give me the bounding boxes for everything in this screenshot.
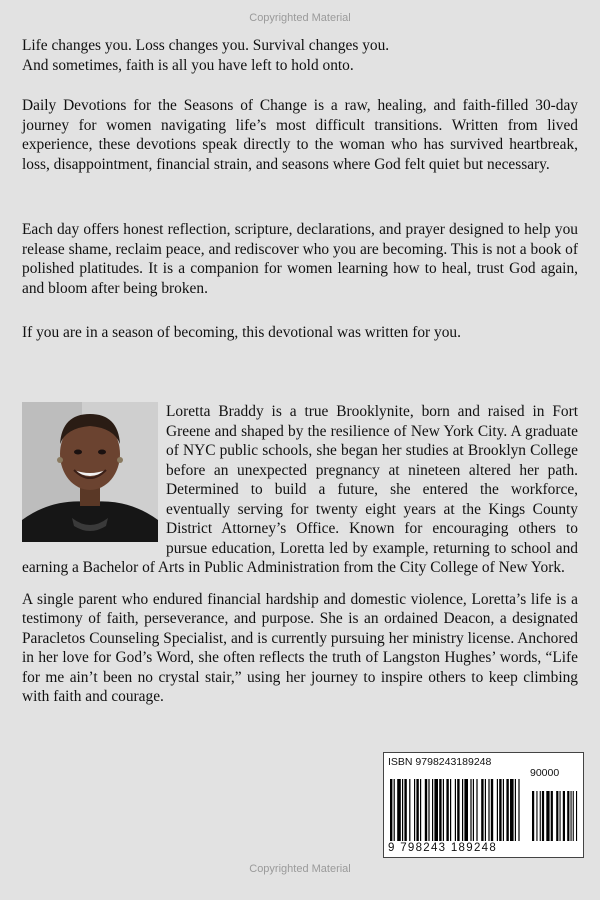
intro-paragraph (22, 36, 578, 75)
barcode-bar (416, 779, 418, 841)
addon-barcode-bar (532, 791, 534, 841)
barcode-bar (455, 779, 456, 841)
barcode-bar (488, 779, 489, 841)
addon-barcode-bar (546, 791, 549, 841)
barcode-bar (439, 779, 441, 841)
barcode-bar (464, 779, 468, 841)
barcode-bars (390, 779, 578, 841)
barcode-bar (485, 779, 486, 841)
barcode-bar (476, 779, 477, 841)
author-bio-paragraph-1 (22, 402, 578, 578)
intro-line-2: And sometimes, faith is all you have left to hold onto. (22, 56, 354, 74)
description-paragraph: Daily Devotions for the Seasons of Change is a raw, healing, and faith-filled 30-day journey for women navigating life’s most difficult transitions. Written from lived experience, these devotions speak directly to the woman who has survived heartbreak, loss, disappointment, financial strain, and seasons where God felt quiet but necessary. (22, 97, 578, 173)
closing-line: If you are in a season of becoming, this devotional was written for you. (22, 324, 461, 341)
isbn-barcode (383, 752, 584, 858)
intro-line-1: Life changes you. Loss changes you. Survival changes you. (22, 37, 390, 54)
addon-barcode-bar (576, 791, 577, 841)
barcode-bar (394, 779, 395, 841)
author-bio-text-1: Loretta Braddy is a true Brooklynite, born and raised in Fort Greene and shaped by the resilience of New York City. A graduate of NYC public schools, she began her studies at Brooklyn College before an unexpected pregnancy at nineteen altered her path. Determined to build a future, she entered the workforce, eventually serving for twenty eight years at the Kings County District Attorney’s Office. Known for encouraging others to pursue education, Loretta led by example, returning to school and earning a Bachelor of Arts in Public Administration from the City College of New York. (22, 403, 578, 576)
isbn-digits: 9 798243 189248 (388, 842, 498, 854)
barcode-bar (481, 779, 483, 841)
addon-barcode-bar (560, 791, 561, 841)
barcode-bar (390, 779, 392, 841)
barcode-bar (428, 779, 429, 841)
barcode-bar (450, 779, 451, 841)
barcode-bar (499, 779, 501, 841)
addon-barcode-bar (556, 791, 558, 841)
barcode-bar (432, 779, 433, 841)
addon-barcode-bar (573, 791, 574, 841)
barcode-bar (473, 779, 474, 841)
barcode-bar (491, 779, 493, 841)
barcode-bar (470, 779, 471, 841)
addon-barcode-bar (551, 791, 553, 841)
copyright-watermark-top: Copyrighted Material (249, 12, 351, 24)
barcode-bar (402, 779, 403, 841)
author-bio-paragraph-2: A single parent who endured financial hardship and domestic violence, Loretta’s life is a testimony of faith, perseverance, and purpose. She is an ordained Deacon, a designated Paracletos Counseling Specialist, and is currently pursuing her ministry license. Anchored in her love for God’s Word, she often reflects the truth of Langston Hughes’ words, “Life for me ain’t been no crystal stair,” using her journey to inspire others to keep climbing with faith and courage. (22, 590, 578, 705)
barcode-bar (434, 779, 438, 841)
barcode-bar (446, 779, 448, 841)
addon-barcode-bar (563, 791, 565, 841)
isbn-label: ISBN 9798243189248 (388, 756, 492, 768)
addon-barcode-bar (567, 791, 569, 841)
features-paragraph: Each day offers honest reflection, scripture, declarations, and prayer designed to help you release shame, reclaim peace, and rediscover who you are becoming. This is not a book of polished platitudes. It is a companion for women learning how to heal, trust God again, and bloom after being broken. (22, 221, 578, 297)
addon-barcode-bar (540, 791, 541, 841)
addon-barcode-bar (571, 791, 572, 841)
price-code: 90000 (530, 767, 560, 779)
barcode-bar (443, 779, 444, 841)
photo-spacer (22, 402, 160, 542)
barcode-bar (518, 779, 519, 841)
barcode-bar (510, 779, 514, 841)
barcode-bar (462, 779, 463, 841)
author-bio (22, 402, 578, 707)
barcode-bar (457, 779, 459, 841)
addon-barcode-bar (542, 791, 544, 841)
barcode-bar (397, 779, 401, 841)
barcode-bar (515, 779, 516, 841)
addon-barcode-bar (536, 791, 537, 841)
barcode-bar (425, 779, 427, 841)
barcode-bar (497, 779, 498, 841)
barcode-bar (404, 779, 406, 841)
barcode-bar (506, 779, 508, 841)
barcode-bar (409, 779, 410, 841)
barcode-bar (414, 779, 415, 841)
copyright-watermark-bottom: Copyrighted Material (249, 863, 351, 875)
barcode-bar (420, 779, 421, 841)
barcode-bar (503, 779, 504, 841)
